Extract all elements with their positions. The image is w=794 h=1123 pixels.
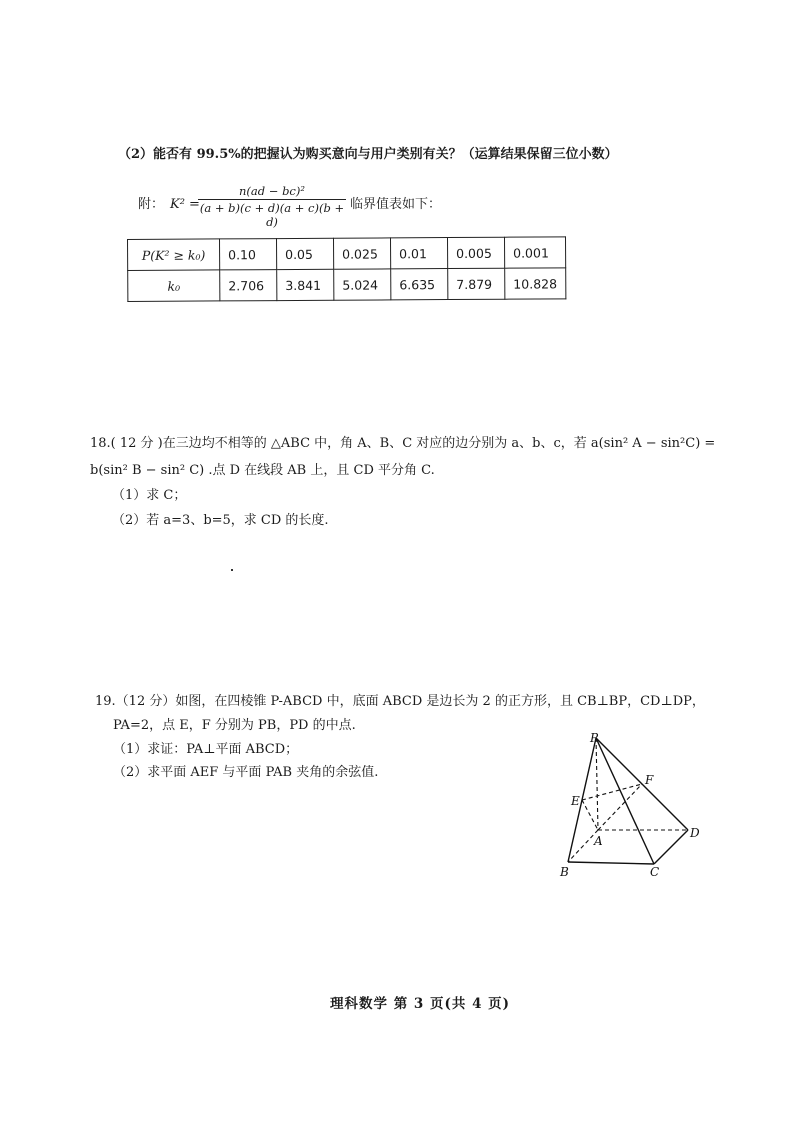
table-cell: 0.10 [220, 239, 277, 270]
stray-mark [231, 569, 233, 571]
table-cell: 0.01 [390, 238, 447, 269]
segment-EA [582, 800, 598, 830]
q18-part1: （1）求 C； [112, 488, 187, 503]
q19-part1: （1）求证：PA⊥平面 ABCD； [113, 742, 299, 757]
edge-BC [568, 862, 654, 864]
label-F: F [645, 773, 654, 787]
formula-fraction [198, 184, 346, 229]
edge-PA [596, 738, 598, 830]
q19-line1: 19.（12 分）如图，在四棱锥 P-ABCD 中，底面 ABCD 是边长为 2 的正方形，且 CB⊥BP，CD⊥DP， [95, 694, 705, 709]
table-cell: 6.635 [391, 269, 448, 300]
table-cell: 5.024 [334, 269, 391, 300]
q19-part2: （2）求平面 AEF 与平面 PAB 夹角的余弦值. [113, 765, 379, 780]
table-cell: 0.001 [504, 237, 565, 268]
formula-denominator: (a + b)(c + d)(a + c)(b + d) [199, 201, 345, 229]
table-cell: 3.841 [277, 269, 334, 300]
table-cell: 0.025 [333, 238, 390, 269]
edge-PC [596, 738, 654, 864]
edge-CD [654, 830, 688, 864]
label-D: D [690, 826, 700, 840]
label-P: P [590, 731, 599, 745]
label-A: A [594, 834, 603, 848]
critical-value-table [127, 236, 566, 302]
q18-line1: 18.( 12 分 )在三边均不相等的 △ABC 中，角 A、B、C 对应的边分别为 a、b、c，若 a(sin² A − sin²C) = [90, 436, 716, 451]
table-header-probability: P(K² ≥ k₀) [128, 239, 220, 271]
table-cell: 7.879 [448, 268, 505, 299]
pyramid-figure [548, 726, 718, 881]
formula-suffix: 临界值表如下： [350, 197, 442, 212]
formula-numerator: n(ad − bc)² [239, 184, 305, 198]
label-C: C [650, 865, 660, 879]
q17-part2: （2）能否有 99.5%的把握认为购买意向与用户类别有关？（运算结果保留三位小数） [118, 147, 618, 162]
table-header-k0: k₀ [128, 270, 220, 302]
q19-line2: PA=2，点 E，F 分别为 PB，PD 的中点. [113, 718, 356, 733]
table-cell: 2.706 [220, 270, 277, 301]
q18-line2: b(sin² B − sin² C) .点 D 在线段 AB 上，且 CD 平分角 C. [90, 463, 435, 478]
table-row [128, 237, 566, 271]
table-cell: 10.828 [505, 268, 566, 299]
formula-lhs: K² = [170, 197, 200, 212]
page-footer: 理科数学 第 3 页(共 4 页) [330, 996, 511, 1012]
q18-part2: （2）若 a=3、b=5，求 CD 的长度. [112, 513, 329, 528]
label-E: E [571, 794, 580, 808]
table-cell: 0.05 [277, 238, 334, 269]
segment-EF [582, 784, 642, 800]
formula-prefix: 附： [138, 197, 165, 212]
table-row [128, 268, 566, 302]
label-B: B [560, 865, 569, 879]
table-cell: 0.005 [447, 237, 504, 268]
